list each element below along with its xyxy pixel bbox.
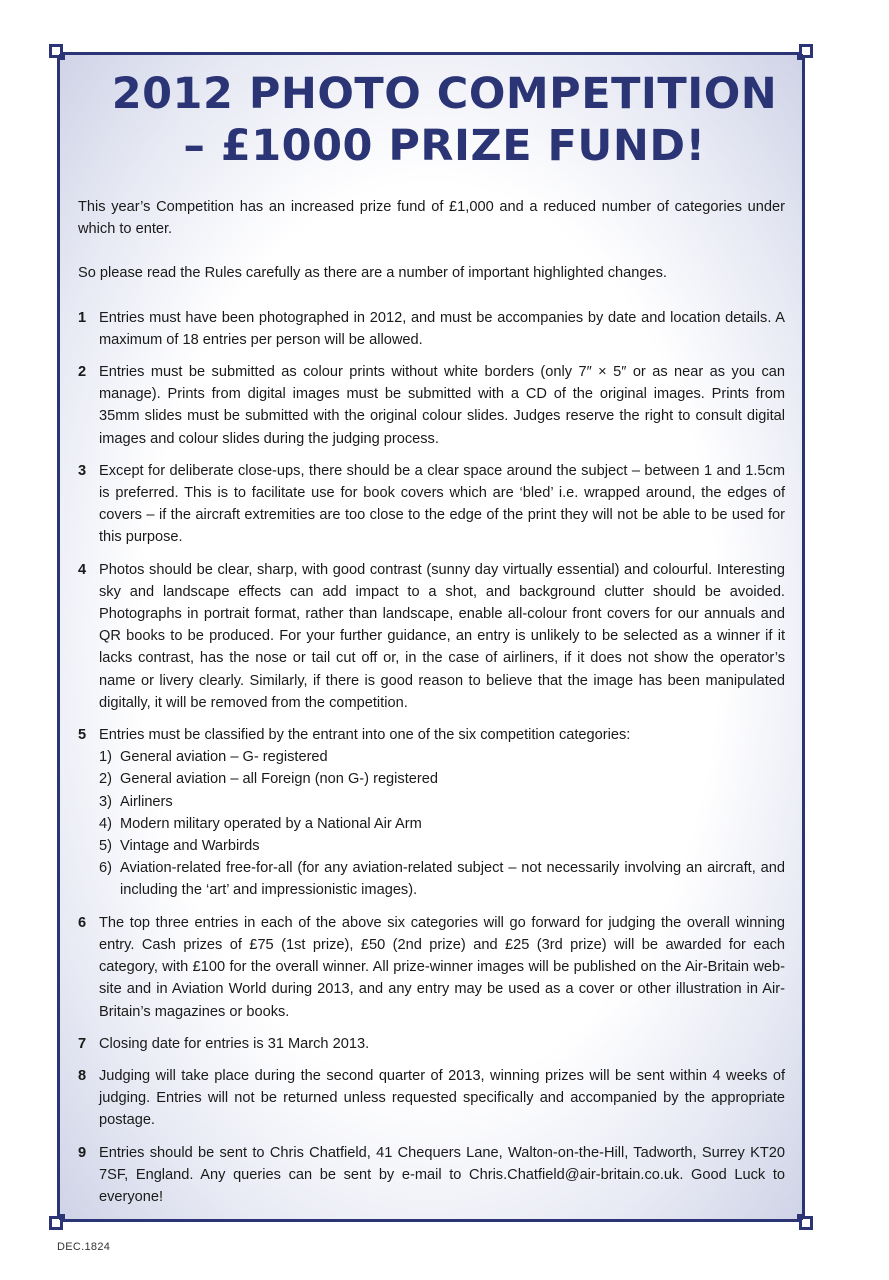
corner-ornament-bottom-right xyxy=(799,1216,813,1230)
rule-text: The top three entries in each of the above six categories will go forward for judging the overall winning entry. Cash prizes of £75 (1st prize), £50 (2nd prize) and £25 (3rd prize) will be awarded for each category, with £100 for the overall winner. All prize-winner images will be published on the Air-Britain web-site and in Aviation World during 2013, and any entry may be used as a cover or other illustration in Air-Britain’s magazines or books. xyxy=(99,914,785,1020)
rule-text: Entries must have been photographed in 2012, and must be accompanies by date and location details. A maximum of 18 entries per person will be allowed. xyxy=(99,309,785,348)
category-text: Vintage and Warbirds xyxy=(120,838,260,855)
category-item xyxy=(99,857,785,901)
rule-number: 3 xyxy=(78,462,87,479)
category-text: General aviation – all Foreign (non G-) registered xyxy=(120,771,438,788)
rule-item xyxy=(78,724,785,902)
category-text: Airliners xyxy=(120,793,173,810)
category-number: 6) xyxy=(99,860,112,877)
category-item xyxy=(99,835,785,857)
title-line-1: 2012 PHOTO COMPETITION xyxy=(111,69,778,119)
rule-text: Entries must be submitted as colour prints without white borders (only 7″ × 5″ or as near as you can manage). Prints from digital images must be submitted with a CD of the original images. Prints from 35mm slides must be submitted with the original colour slides. Judges reserve the right to consult digital images and colour slides during the judging process. xyxy=(99,364,785,447)
category-number: 5) xyxy=(99,838,112,855)
intro-paragraph-1: This year’s Competition has an increased prize fund of £1,000 and a reduced number of categories under which to enter. xyxy=(78,199,785,238)
rule-number: 1 xyxy=(78,309,87,326)
title-line-2: – £1000 PRIZE FUND! xyxy=(183,121,706,171)
rule-text: Judging will take place during the second quarter of 2013, winning prizes will be sent within 4 weeks of judging. Entries will not be returned unless requested specifically and accompanied by the appropriate postage. xyxy=(99,1067,785,1129)
corner-ornament-bottom-left xyxy=(49,1216,63,1230)
rule-number: 6 xyxy=(78,914,87,931)
rule-item xyxy=(78,1065,785,1132)
category-number: 3) xyxy=(99,793,112,810)
rule-text: Entries must be classified by the entrant into one of the six competition categories: xyxy=(99,727,631,744)
category-number: 1) xyxy=(99,749,112,766)
category-text: Modern military operated by a National Air Arm xyxy=(120,815,422,832)
rule-item xyxy=(78,361,785,450)
rule-item xyxy=(78,460,785,549)
rule-item xyxy=(78,559,785,714)
category-item xyxy=(99,813,785,835)
rule-text: Photos should be clear, sharp, with good contrast (sunny day virtually essential) and colourful. Interesting sky and landscape effects can add impact to a shot, and background clutter should be avoided. Photographs in portrait format, rather than landscape, enable all-colour front covers for our annuals and QR books to be produced. For your further guidance, an entry is unlikely to be selected as a winner if it lacks contrast, has the nose or tail cut off or, in the case of airliners, if it does not show the operator’s name or livery clearly. Similarly, if there is good reason to believe that the image has been manipulated digitally, it will be removed from the competition. xyxy=(99,561,785,711)
corner-ornament-top-left xyxy=(49,44,63,58)
page-title xyxy=(0,68,889,172)
category-number: 2) xyxy=(99,771,112,788)
rule-number: 8 xyxy=(78,1067,87,1084)
rule-text: Except for deliberate close-ups, there should be a clear space around the subject – between 1 and 1.5cm is preferred. This is to facilitate use for book covers which are ‘bled’ i.e. wrapped around, the edges of covers – if the aircraft extremities are too close to the edge of the print they will not be able to be used for this purpose. xyxy=(99,462,785,546)
rule-number: 2 xyxy=(78,364,87,381)
rule-item xyxy=(78,307,785,351)
rules-list xyxy=(78,307,785,1209)
category-item xyxy=(99,768,785,790)
category-item xyxy=(99,746,785,768)
rule-number: 5 xyxy=(78,727,87,744)
rule-text: Entries should be sent to Chris Chatfield, 41 Chequers Lane, Walton-on-the-Hill, Tadworth, Surrey KT20 7SF, England. Any queries can be sent by e-mail to Chris.Chatfield@air-britain.co.uk. Good Luck to everyone! xyxy=(99,1144,785,1205)
rule-text: Closing date for entries is 31 March 2013. xyxy=(99,1035,370,1052)
category-text: Aviation-related free-for-all (for any aviation-related subject – not necessarily involving an aircraft, and including the ‘art’ and impressionistic images). xyxy=(120,860,785,899)
category-text: General aviation – G- registered xyxy=(120,749,328,766)
intro-paragraph-2: So please read the Rules carefully as there are a number of important highlighted changes. xyxy=(78,265,667,282)
competition-rules-body xyxy=(78,196,785,1218)
rule-number: 7 xyxy=(78,1035,87,1052)
rule-item xyxy=(78,912,785,1023)
rule-number: 9 xyxy=(78,1144,87,1161)
rule-item xyxy=(78,1142,785,1209)
corner-ornament-top-right xyxy=(799,44,813,58)
rule-item xyxy=(78,1033,785,1055)
document-code: DEC.1824 xyxy=(57,1241,111,1253)
category-item xyxy=(99,791,785,813)
rule-number: 4 xyxy=(78,561,87,578)
category-number: 4) xyxy=(99,815,112,832)
